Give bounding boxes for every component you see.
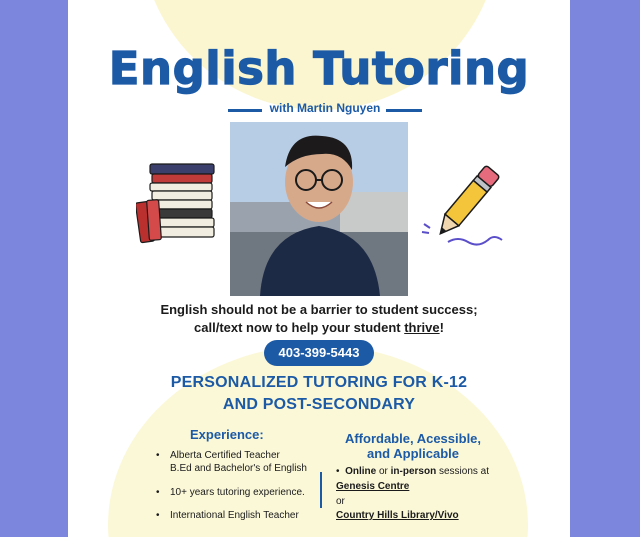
offer-or: or [376, 466, 391, 477]
heading-line1: PERSONALIZED TUTORING FOR K-12 [170, 374, 468, 391]
offer-inperson: in-person [390, 466, 437, 477]
tagline-text: call/text now to help your student [194, 320, 405, 335]
experience-text: 10+ years tutoring experience. [170, 487, 305, 498]
experience-text: Alberta Certified Teacher [170, 450, 280, 461]
tagline-emphasis: thrive [404, 320, 440, 335]
bullet-icon: • [156, 450, 160, 461]
offer-title-line1: Affordable, Acessible, [344, 431, 482, 446]
experience-text: B.Ed and Bachelor's of English [170, 463, 307, 474]
offer-online: Online [345, 466, 377, 477]
subtitle: with Martin Nguyen [269, 101, 381, 115]
tutor-photo [230, 122, 408, 296]
offer-title [330, 431, 496, 461]
page-title: English Tutoring [108, 42, 530, 95]
tagline-line1: English should not be a barrier to student success; [160, 302, 478, 317]
books-icon [136, 160, 220, 246]
tagline-end: ! [439, 320, 444, 335]
tagline-line2 [68, 320, 570, 335]
subtitle-rule-right [386, 109, 422, 112]
bullet-icon: • [156, 487, 160, 498]
offer-rest: sessions at [436, 466, 490, 477]
offer-title-line2: and Applicable [367, 446, 459, 461]
heading-line2: AND POST-SECONDARY [222, 396, 416, 413]
location-genesis-link[interactable]: Genesis Centre [336, 481, 410, 492]
column-divider [320, 472, 322, 508]
poster [68, 0, 570, 537]
phone-badge[interactable]: 403-399-5443 [264, 340, 374, 366]
experience-text: International English Teacher [170, 510, 299, 521]
bullet-icon: • [156, 510, 160, 521]
experience-title: Experience: [190, 427, 264, 442]
pencil-icon [418, 158, 510, 250]
offer-bullet [336, 466, 489, 477]
location-country-hills-link[interactable]: Country Hills Library/Vivo [336, 510, 459, 521]
bullet-icon: • [336, 466, 346, 477]
offer-or-text: or [336, 496, 345, 507]
